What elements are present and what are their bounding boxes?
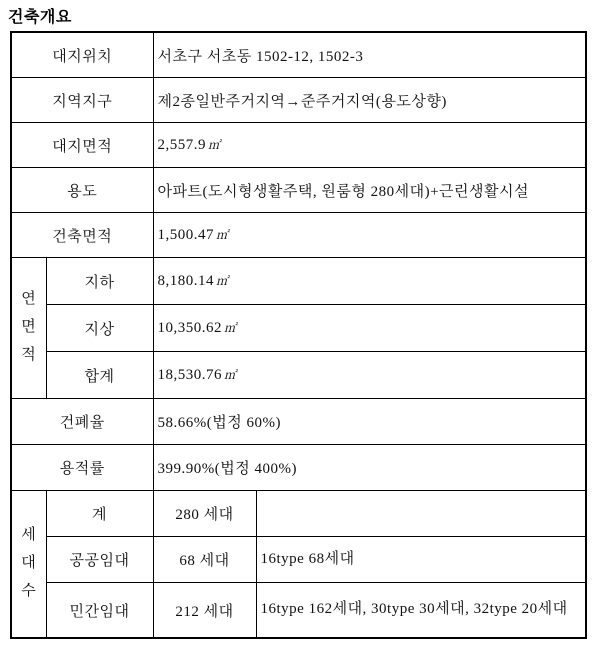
label-floor-area-total: 합계	[46, 352, 153, 399]
value-zoning-district: 제2종일반주거지역→준주거지역(용도상향)	[153, 78, 586, 123]
page-title: 건축개요	[8, 9, 72, 26]
square-meter-unit: ㎡	[216, 228, 229, 242]
square-meter-unit: ㎡	[224, 368, 237, 382]
row-building-use	[11, 168, 586, 213]
value-basement-area	[153, 258, 586, 305]
value-above-ground-area	[153, 305, 586, 352]
row-building-area	[11, 213, 586, 258]
label-building-area: 건축면적	[11, 213, 153, 258]
value-building-area	[153, 213, 586, 258]
label-zoning-district: 지역지구	[11, 78, 153, 123]
above-ground-area-number: 10,350.62	[157, 320, 222, 336]
group-label-total-floor-area-text: 연면적	[21, 291, 37, 363]
row-private-rental	[11, 583, 586, 639]
row-building-coverage-ratio	[11, 399, 586, 445]
value-building-use: 아파트(도시형생활주택, 원룸형 280세대)+근린생활시설	[153, 168, 586, 213]
value-site-area	[153, 123, 586, 168]
label-households-total: 계	[46, 491, 153, 537]
label-site-location: 대지위치	[11, 32, 153, 78]
group-label-households	[11, 491, 46, 639]
group-label-total-floor-area	[11, 258, 46, 399]
count-private-rental: 212 세대	[153, 583, 256, 639]
basement-area-number: 8,180.14	[157, 273, 214, 289]
floor-area-total-number: 18,530.76	[157, 367, 222, 383]
row-zoning-district	[11, 78, 586, 123]
row-site-location	[11, 32, 586, 78]
site-area-number: 2,557.9	[157, 137, 206, 153]
label-building-use: 용도	[11, 168, 153, 213]
count-households-total: 280 세대	[153, 491, 256, 537]
square-meter-unit: ㎡	[224, 321, 237, 335]
row-public-rental	[11, 537, 586, 583]
value-floor-area-ratio: 399.90%(법정 400%)	[153, 445, 586, 491]
value-floor-area-total	[153, 352, 586, 399]
detail-public-rental: 16type 68세대	[256, 537, 586, 583]
detail-private-rental: 16type 162세대, 30type 30세대, 32type 20세대	[256, 583, 586, 639]
label-basement: 지하	[46, 258, 153, 305]
row-site-area	[11, 123, 586, 168]
label-building-coverage-ratio: 건폐율	[11, 399, 153, 445]
detail-households-total	[256, 491, 586, 537]
label-private-rental: 민간임대	[46, 583, 153, 639]
value-site-location: 서초구 서초동 1502-12, 1502-3	[153, 32, 586, 78]
row-floor-area-ratio	[11, 445, 586, 491]
row-floor-area-above-ground	[11, 305, 586, 352]
square-meter-unit: ㎡	[216, 274, 229, 288]
building-overview-table	[10, 31, 587, 639]
label-floor-area-ratio: 용적률	[11, 445, 153, 491]
label-above-ground: 지상	[46, 305, 153, 352]
label-site-area: 대지면적	[11, 123, 153, 168]
group-label-households-text: 세대수	[21, 527, 37, 599]
square-meter-unit: ㎡	[208, 138, 221, 152]
count-public-rental: 68 세대	[153, 537, 256, 583]
row-floor-area-total	[11, 352, 586, 399]
row-floor-area-basement	[11, 258, 586, 305]
row-households-total	[11, 491, 586, 537]
value-building-coverage-ratio: 58.66%(법정 60%)	[153, 399, 586, 445]
label-public-rental: 공공임대	[46, 537, 153, 583]
building-area-number: 1,500.47	[157, 227, 214, 243]
